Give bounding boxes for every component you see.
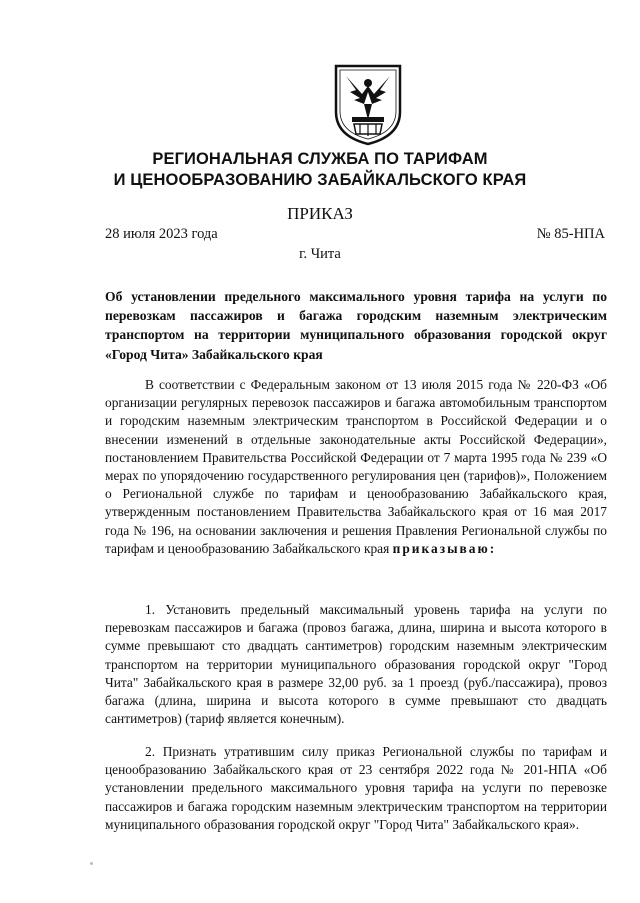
coat-of-arms-emblem <box>330 62 406 146</box>
organization-title-line1: РЕГИОНАЛЬНАЯ СЛУЖБА ПО ТАРИФАМ <box>152 150 488 168</box>
document-date: 28 июля 2023 года <box>105 226 218 242</box>
order-item-2: 2. Признать утратившим силу приказ Региональной службы по тарифам и ценообразованию Забайкальского края от 23 сентября 2022 года № 201-НПА «Об установлении предельного максимального уровня тарифа на услуги по перевозке пассажиров и багажа городским наземным электрическим транспортом на территории муниципального образования городской округ "Город Чита" Забайкальского края». <box>105 744 607 832</box>
preamble-paragraph <box>105 376 607 558</box>
preamble-text: В соответствии с Федеральным законом от 13 июля 2015 года № 220-ФЗ «Об организации регулярных перевозок пассажиров и багажа автомобильным транспортом и городским наземным электрическим транспортом в Российской Федерации и о внесении изменений в отдельные законодательные акты Российской Федерации», постановлением Правительства Российской Федерации от 7 марта 1995 года № 239 «О мерах по упорядочению государственного регулирования цен (тарифов)», Положением о Региональной службе по тарифам и ценообразованию Забайкальского края, утвержденным постановлением Правительства Забайкальского края от 16 мая 2017 года № 196, на основании заключения и решения Правления Региональной службы по тарифам и ценообразованию Забайкальского края <box>105 377 607 556</box>
document-type: ПРИКАЗ <box>287 204 353 223</box>
document-heading: Об установлении предельного максимального уровня тарифа на услуги по перевозкам пассажиров и багажа городским наземным электрическим транспортом на территории муниципального образования городской округ «Город Чита» Забайкальского края <box>105 289 607 362</box>
orders-word: приказываю: <box>392 540 497 556</box>
organization-title-line2: И ЦЕНООБРАЗОВАНИЮ ЗАБАЙКАЛЬСКОГО КРАЯ <box>113 171 527 189</box>
scan-speck <box>90 862 93 865</box>
document-number: № 85-НПА <box>536 226 605 242</box>
order-item-1: 1. Установить предельный максимальный уровень тарифа на услуги по перевозкам пассажиров и багажа (провоз багажа, длина, ширина и высота которого в сумме превышают сто двадцать сантиметров) городским наземным электрическим транспортом на территории муниципального образования городской округ "Город Чита" Забайкальского края в размере 32,00 руб. за 1 проезд (руб./пассажира), провоз багажа (длина, ширина и высота которого в сумме превышают сто двадцать сантиметров) (тариф является конечным). <box>105 602 607 727</box>
document-city: г. Чита <box>299 246 341 262</box>
